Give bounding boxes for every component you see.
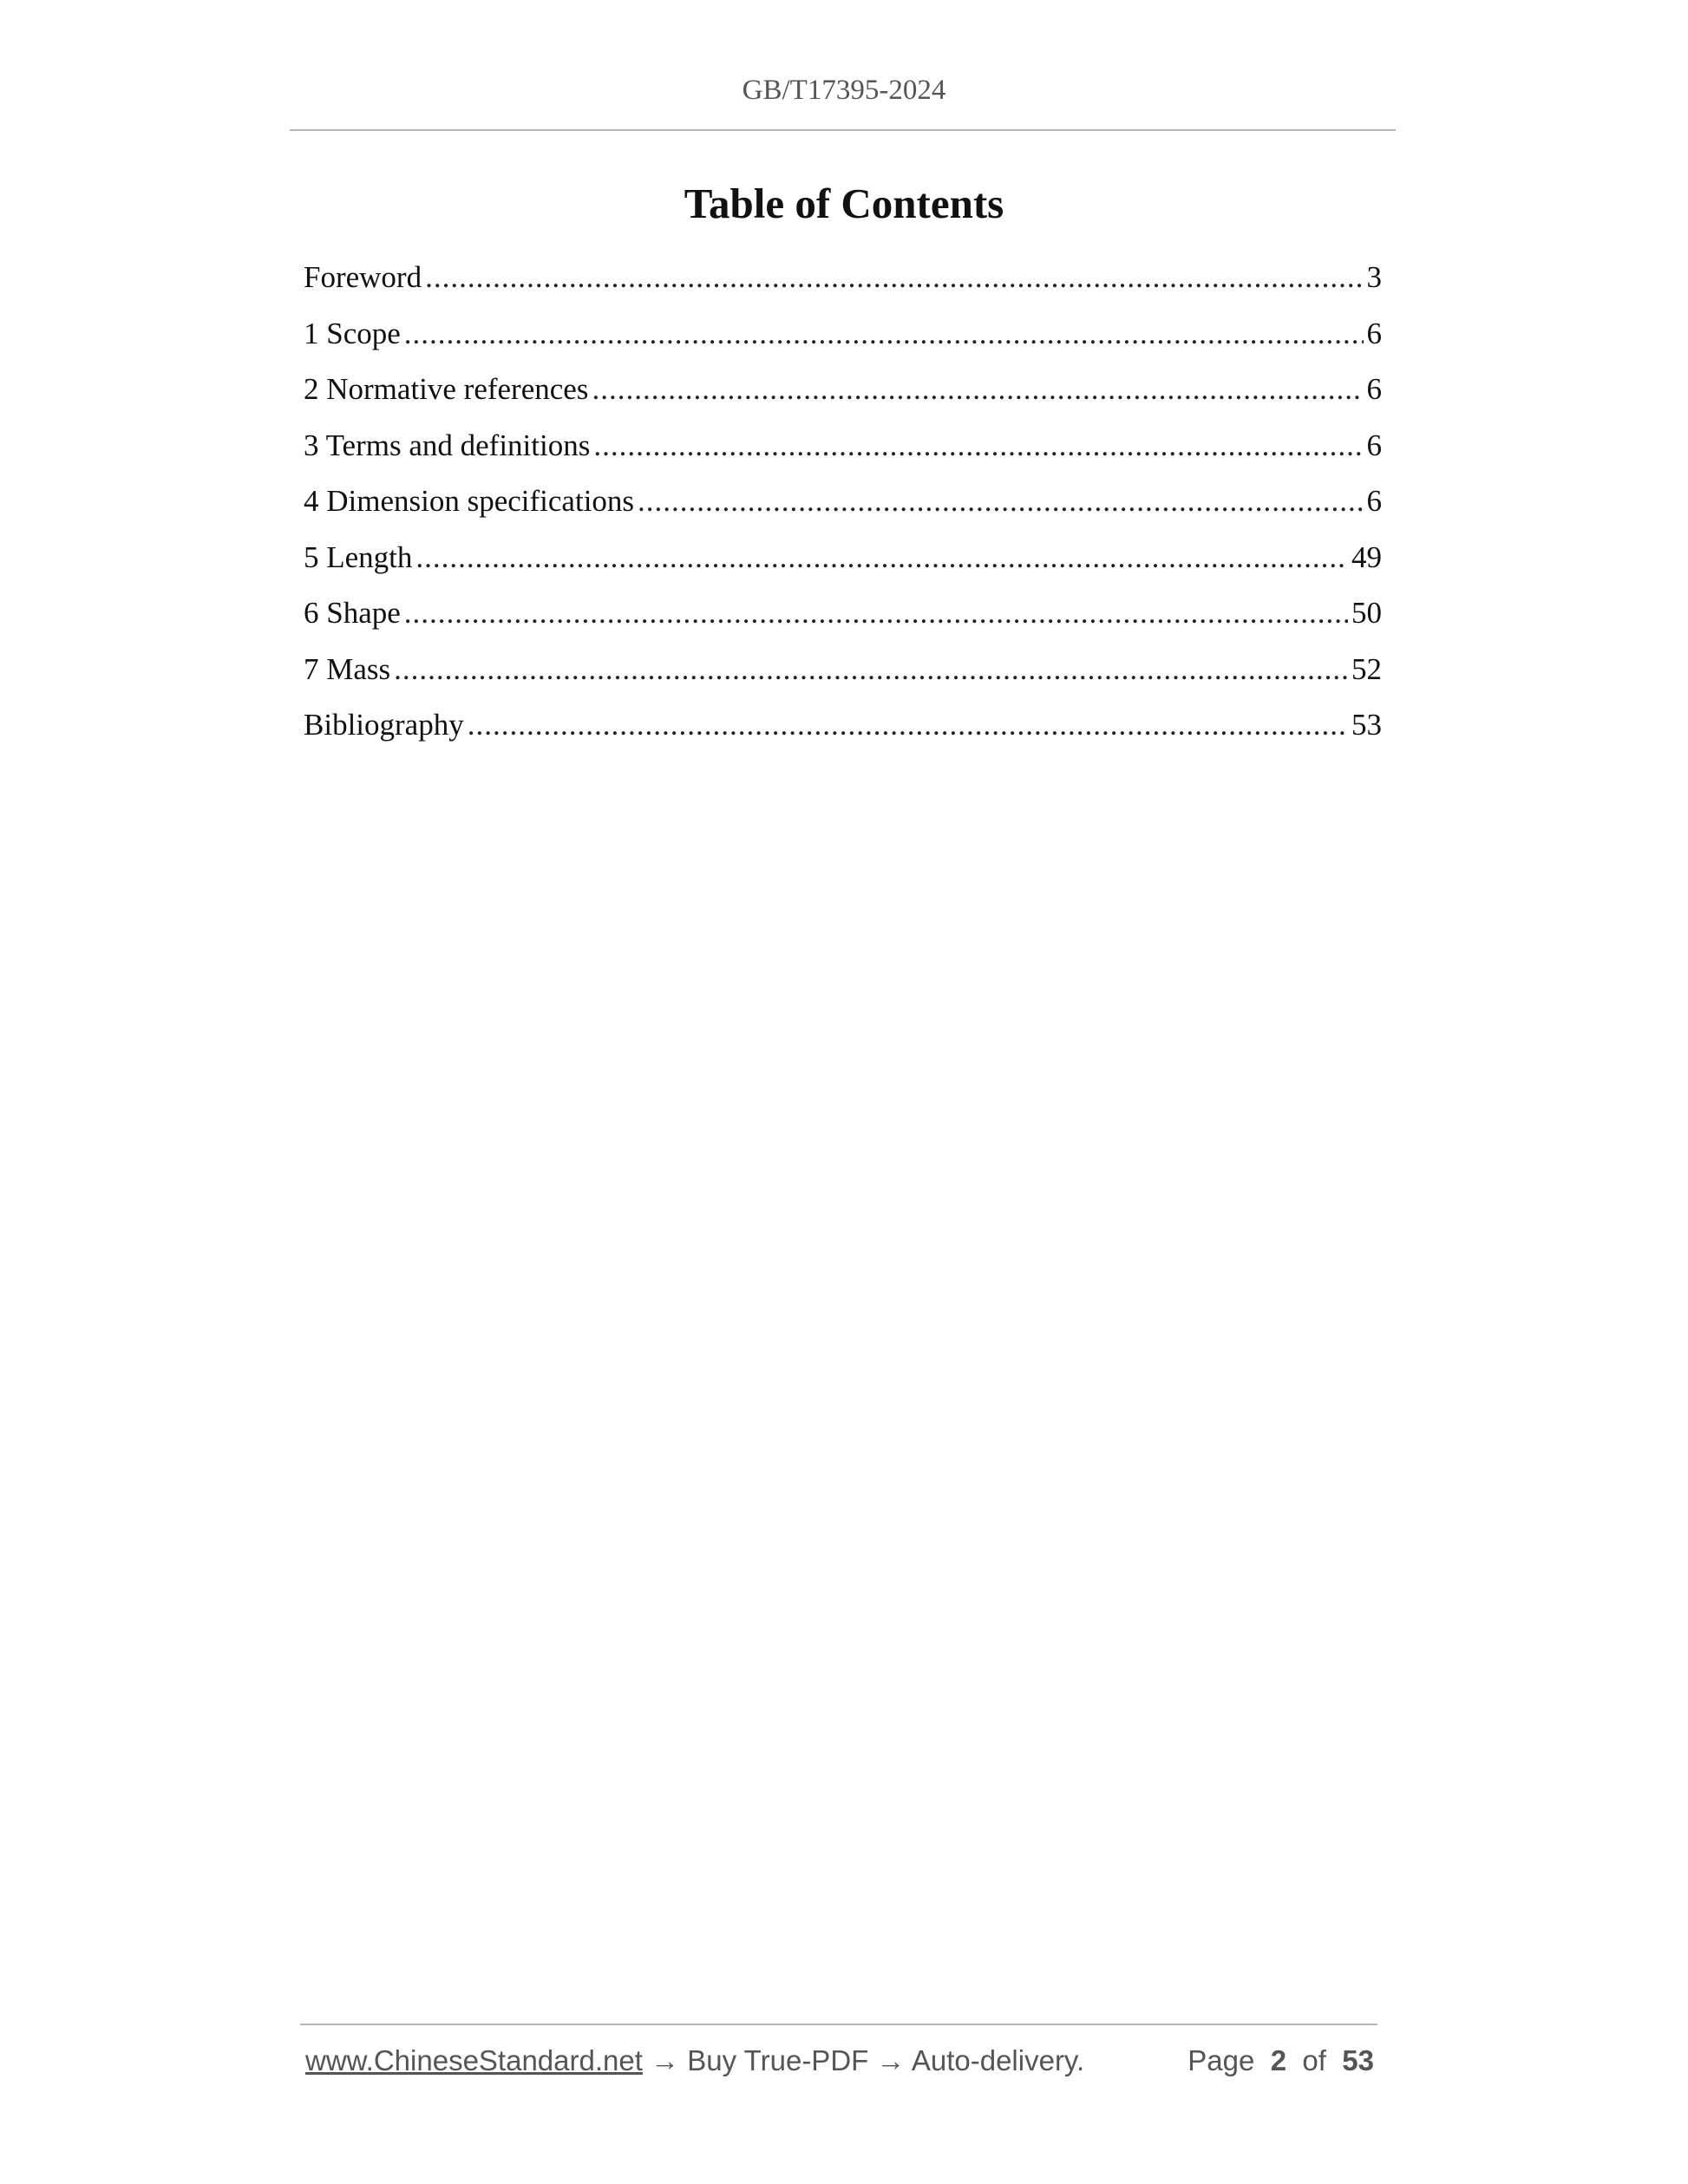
- page-indicator: [1187, 2044, 1377, 2077]
- toc-entry-page: 3: [1366, 260, 1382, 294]
- toc-entry-label: 3 Terms and definitions: [304, 428, 591, 462]
- toc-dot-leader: [638, 484, 1363, 519]
- toc-entry-label: 6 Shape: [304, 596, 401, 630]
- toc-entry-page: 53: [1351, 708, 1382, 742]
- arrow-right-icon: →: [651, 2044, 680, 2076]
- footer-promo: [305, 2044, 1084, 2077]
- toc-dot-leader: [593, 428, 1363, 463]
- toc-entry-page: 50: [1351, 596, 1382, 630]
- toc-entry-page: 6: [1366, 316, 1382, 350]
- toc-entry-page: 6: [1366, 484, 1382, 518]
- page-label: Page: [1187, 2044, 1255, 2076]
- toc-entry-label: 4 Dimension specifications: [304, 484, 635, 518]
- toc-entry-page: 6: [1366, 428, 1382, 462]
- toc-entry-page: 6: [1366, 372, 1382, 406]
- header-divider: [290, 129, 1396, 131]
- toc-entry-label: 5 Length: [304, 539, 413, 574]
- toc-entry-label: 1 Scope: [304, 316, 401, 350]
- toc-entry-page: 49: [1351, 539, 1382, 574]
- toc-entry-normative-references[interactable]: [304, 372, 1382, 428]
- toc-entry-terms-and-definitions[interactable]: [304, 428, 1382, 485]
- toc-entry-page: 52: [1351, 651, 1382, 686]
- arrow-right-icon: →: [876, 2044, 906, 2076]
- current-page-number: 2: [1270, 2044, 1287, 2076]
- toc-dot-leader: [592, 372, 1363, 407]
- footer-divider: [300, 2024, 1377, 2025]
- toc-dot-leader: [394, 652, 1348, 687]
- website-link[interactable]: www.ChineseStandard.net: [305, 2044, 643, 2076]
- document-code-header: GB/T17395-2024: [742, 75, 946, 106]
- toc-entry-label: 7 Mass: [304, 651, 391, 686]
- toc-dot-leader: [404, 317, 1364, 351]
- toc-entry-length[interactable]: [304, 540, 1382, 597]
- page-title: Table of Contents: [684, 180, 1004, 227]
- toc-entry-label: Foreword: [304, 260, 422, 294]
- page-of-label: of: [1302, 2044, 1326, 2076]
- toc-entry-foreword[interactable]: [304, 260, 1382, 317]
- auto-delivery-text: Auto-delivery.: [911, 2044, 1085, 2076]
- toc-entry-label: 2 Normative references: [304, 372, 589, 406]
- buy-true-pdf-text: Buy True-PDF: [687, 2044, 869, 2076]
- toc-entry-shape[interactable]: [304, 596, 1382, 652]
- toc-dot-leader: [425, 260, 1363, 295]
- toc-entry-label: Bibliography: [304, 708, 464, 742]
- toc-entry-scope[interactable]: [304, 317, 1382, 373]
- toc-dot-leader: [404, 596, 1348, 631]
- toc-dot-leader: [468, 708, 1348, 742]
- toc-entry-bibliography[interactable]: [304, 708, 1382, 764]
- table-of-contents: [304, 260, 1382, 764]
- toc-entry-dimension-specifications[interactable]: [304, 484, 1382, 540]
- total-pages-number: 53: [1342, 2044, 1374, 2076]
- page-footer: [305, 2044, 1377, 2077]
- toc-entry-mass[interactable]: [304, 652, 1382, 709]
- toc-dot-leader: [415, 540, 1348, 575]
